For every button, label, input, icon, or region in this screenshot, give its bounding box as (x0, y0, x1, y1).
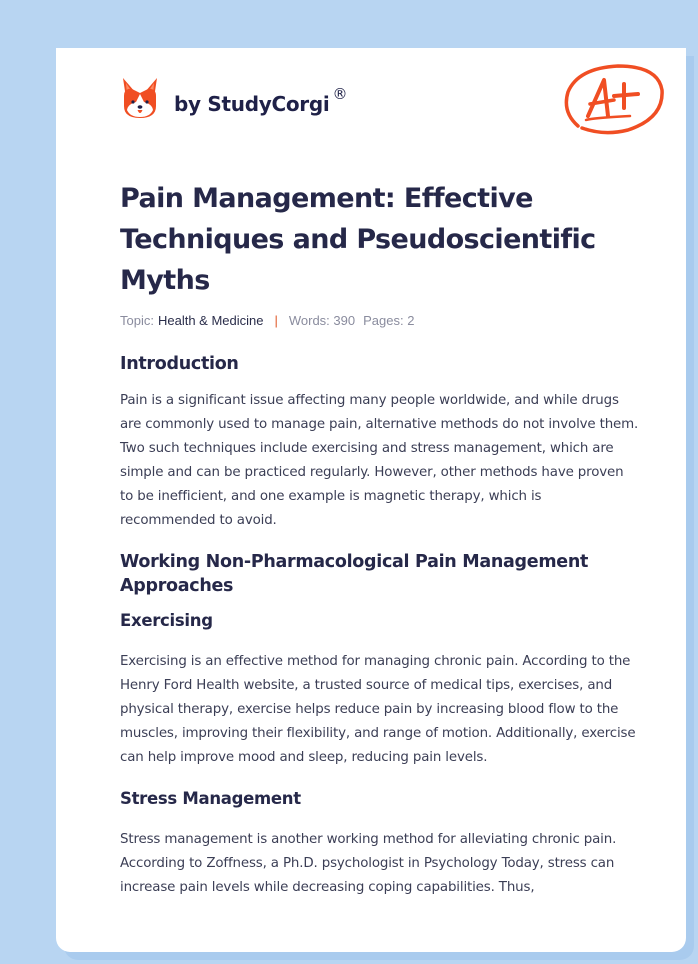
page-header (120, 74, 650, 154)
section-heading-introduction: Introduction (120, 354, 239, 374)
subsection-heading-stress-management: Stress Management (120, 789, 301, 808)
page-count: Pages: 2 (363, 313, 415, 328)
topic-label: Topic: (120, 313, 154, 328)
document-card (56, 48, 686, 952)
document-meta (120, 313, 640, 328)
brand-name: by StudyCorgi ® (174, 85, 348, 116)
page-title: Pain Management: Effective Techniques and Pseudoscientific Myths (120, 183, 596, 296)
introduction-paragraph: Pain is a significant issue affecting many people worldwide, and while drugs are commonly used to manage pain, alternative methods do not involve them. Two such techniques include exercising and stress management, which are simple and can be practiced regularly. However, other methods have proven to be inefficient, and one example is magnetic therapy, which is recommended to avoid. (120, 393, 639, 528)
registered-mark: ® (332, 85, 348, 103)
meta-separator: | (274, 313, 278, 328)
studycorgi-logo[interactable] (120, 76, 347, 120)
document-content (120, 178, 640, 900)
corgi-icon (120, 76, 160, 120)
subsection-heading-exercising: Exercising (120, 611, 213, 630)
section-heading-working-approaches: Working Non-Pharmacological Pain Management Approaches (120, 552, 589, 596)
topic-link[interactable]: Health & Medicine (157, 313, 264, 328)
exercising-paragraph: Exercising is an effective method for managing chronic pain. According to the Henry Ford Health website, a trusted source of medical tips, exercises, and physical therapy, exercise helps reduce pain by increasing blood flow to the muscles, improving their flexibility, and range of motion. Additionally, exercise can help improve mood and sleep, reducing pain levels. (120, 654, 636, 765)
word-count: Words: 390 (288, 313, 356, 328)
a-plus-circle-icon (558, 60, 668, 140)
stress-management-paragraph: Stress management is another working method for alleviating chronic pain. According to Zoffness, a Ph.D. psychologist in Psychology Today, stress can increase pain levels while decreasing coping capabilities. Thus, (120, 832, 617, 895)
